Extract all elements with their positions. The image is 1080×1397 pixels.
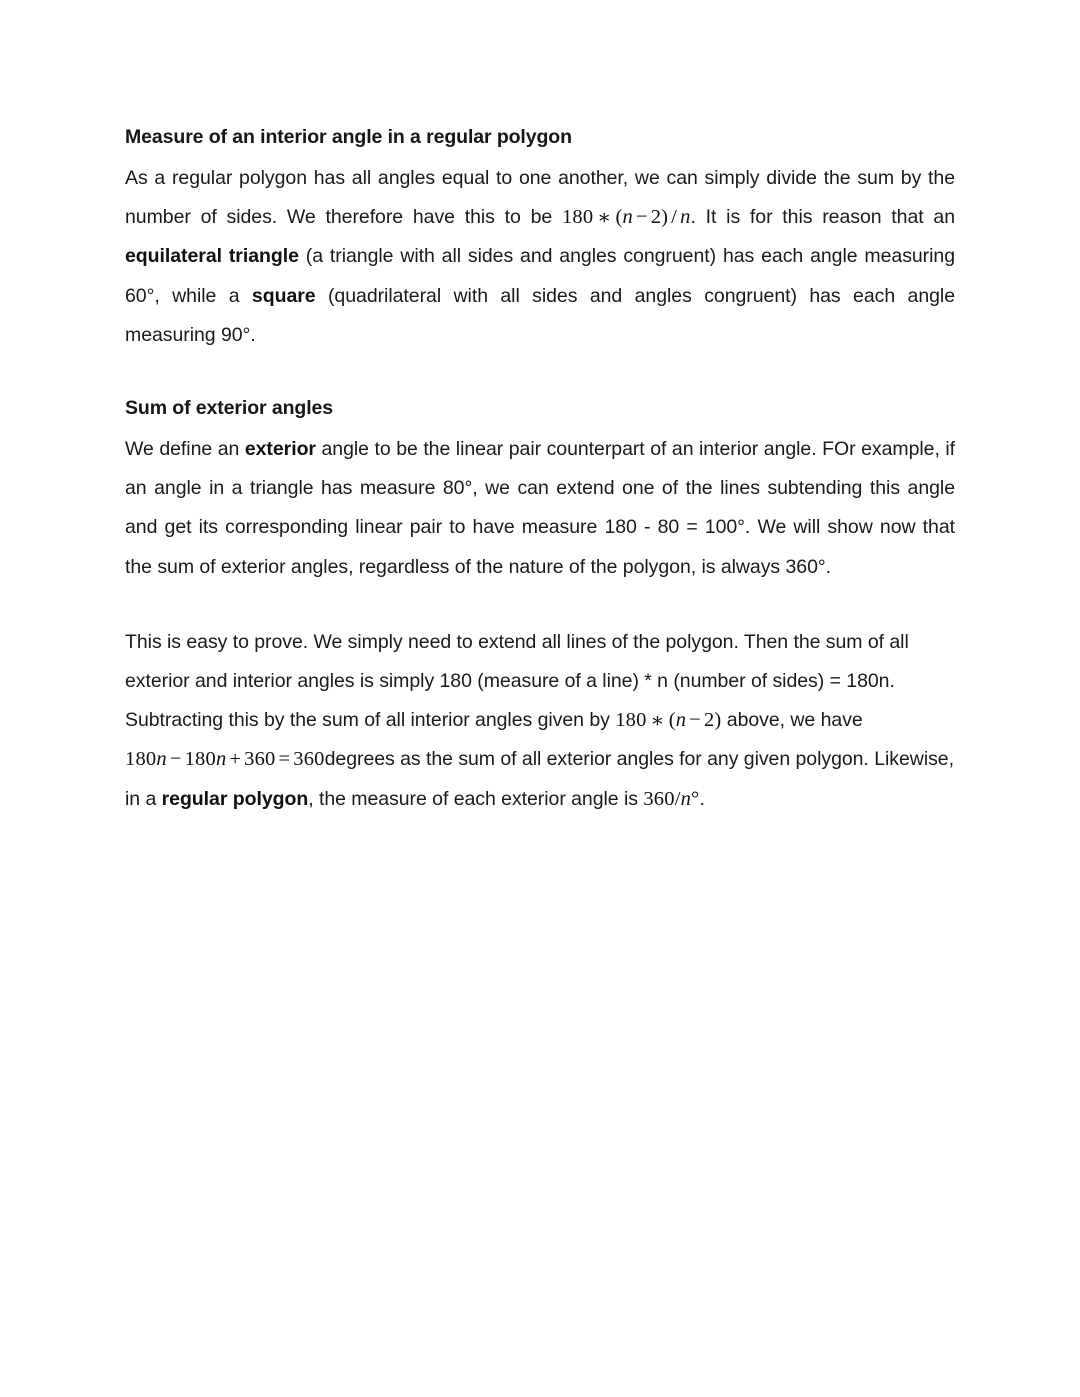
paragraph-text-segment: (quadrilateral with all sides and angles congruent) has each angle measuring 90°. — [125, 284, 955, 346]
bold-term-regular-polygon: regular polygon — [161, 787, 309, 810]
math-operator-slash: / — [674, 787, 681, 810]
math-variable-n: n — [215, 748, 227, 771]
paragraph-interior-angle — [125, 159, 955, 355]
math-degree-symbol: ° — [691, 787, 700, 810]
math-expression-exterior-sum — [125, 748, 325, 770]
math-variable-n: n — [622, 206, 633, 229]
math-number-360-result: 360 — [293, 748, 325, 771]
document-body — [125, 118, 955, 819]
math-number-2: 2 — [650, 206, 662, 229]
math-expression-interior-sum — [615, 709, 721, 732]
bold-term-exterior: exterior — [244, 438, 316, 461]
math-number: 180 — [615, 709, 647, 732]
math-number-360: 360 — [244, 748, 276, 771]
paragraph-text-segment: (a triangle with all sides and angles congruent) has each angle measuring 60°, while a — [125, 245, 955, 307]
paragraph-text-segment: . It is for this reason that an — [690, 206, 955, 229]
paragraph-spacer — [125, 587, 955, 623]
paragraph-text-segment: angle to be the linear pair counterpart of an interior angle. FOr example, if an angle in a triangle has measure 80°, we can extend one of the lines subtending this angle and get its corresponding linear pair to have measure 180 - 80 = 100°. We will show now that the sum of exterior angles, regardless of the nature of the polygon, is always 360°. — [125, 438, 955, 578]
paragraph-exterior-proof — [125, 623, 955, 819]
math-operator-equals: = — [278, 748, 291, 771]
math-operator-minus: − — [635, 206, 648, 229]
math-paren-open: ( — [615, 206, 623, 229]
math-paren-open: ( — [668, 709, 676, 732]
paragraph-text-segment: above, we have — [721, 709, 863, 732]
math-operator-asterisk: ∗ — [650, 710, 665, 733]
paragraph-text-segment: , the measure of each exterior angle is — [308, 787, 644, 810]
math-paren-close: ) — [661, 206, 669, 229]
math-number: 180 — [184, 748, 216, 771]
math-operator-minus: − — [689, 709, 701, 732]
math-number-2: 2 — [703, 709, 715, 732]
paragraph-text-segment: This is easy to prove. We simply need to extend all lines of the polygon. Then the sum of all exterior and interior angles is simply 180 (measure of a line) * n (number of sides) = 180n. Subtracting this by the sum of all interior angles given by — [125, 630, 909, 732]
paragraph-text-segment: We define an — [125, 438, 245, 461]
section-heading-exterior-angles: Sum of exterior angles — [125, 397, 334, 420]
section-spacer — [125, 355, 955, 389]
paragraph-exterior-definition — [125, 430, 955, 587]
math-number-360: 360 — [643, 787, 675, 810]
math-operator-minus: − — [169, 748, 182, 771]
bold-term-square: square — [251, 284, 316, 307]
math-operator-asterisk: ∗ — [597, 207, 612, 230]
math-paren-close: ) — [714, 709, 722, 732]
bold-term-equilateral-triangle: equilateral triangle — [125, 245, 299, 268]
math-operator-plus: + — [229, 748, 242, 771]
paragraph-text-segment: degrees as the sum of all exterior angles for any given polygon. Likewise, in a — [125, 748, 954, 810]
math-variable-n: n — [675, 709, 687, 732]
math-variable-n: n — [680, 787, 692, 810]
math-variable-n: n — [156, 748, 167, 771]
math-number: 180 — [125, 748, 157, 771]
math-operator-slash: / — [671, 206, 678, 229]
section-heading-interior-angle: Measure of an interior angle in a regular polygon — [125, 126, 572, 148]
math-number: 180 — [561, 206, 594, 229]
math-variable-n-denominator: n — [680, 206, 691, 229]
math-expression-exterior-angle-regular — [643, 788, 699, 810]
paragraph-text-segment: . — [699, 787, 705, 810]
math-expression-interior-angle-formula — [562, 206, 691, 229]
paragraph-text-segment: As a regular polygon has all angles equal to one another, we can simply divide the sum by the number of sides. We therefore have this to be — [125, 167, 955, 229]
